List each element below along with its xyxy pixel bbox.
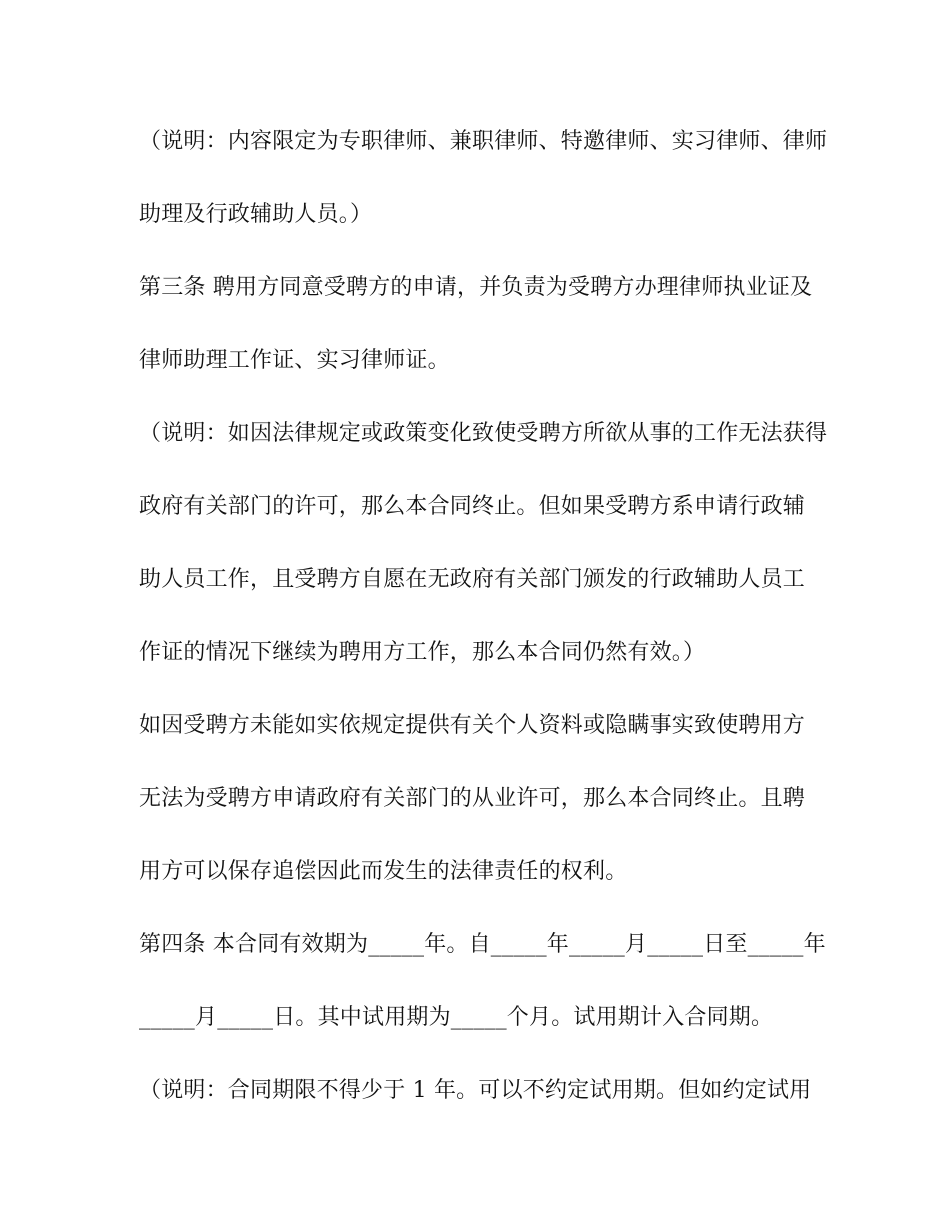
- text-line: （说明：如因法律规定或政策变化致使受聘方所欲从事的工作无法获得: [139, 421, 828, 446]
- text-line: 第三条 聘用方同意受聘方的申请，并负责为受聘方办理律师执业证及: [139, 275, 813, 300]
- text-line: 用方可以保存追偿因此而发生的法律责任的权利。: [139, 859, 628, 884]
- text-line: 如因受聘方未能如实依规定提供有关个人资料或隐瞒事实致使聘用方: [139, 713, 806, 738]
- text-line: 助人员工作，且受聘方自愿在无政府有关部门颁发的行政辅助人员工: [139, 567, 806, 592]
- text-line: （说明：合同期限不得少于 1 年。可以不约定试用期。但如约定试用: [139, 1078, 812, 1103]
- text-line: 助理及行政辅助人员。）: [139, 202, 373, 227]
- text-line: 第四条 本合同有效期为_____年。自_____年_____月_____日至_____年: [139, 932, 826, 957]
- text-line: （说明：内容限定为专职律师、兼职律师、特邀律师、实习律师、律师: [139, 129, 828, 154]
- text-line: 作证的情况下继续为聘用方工作，那么本合同仍然有效。）: [139, 640, 706, 665]
- text-line: 政府有关部门的许可，那么本合同终止。但如果受聘方系申请行政辅: [139, 494, 806, 519]
- text-line: 律师助理工作证、实习律师证。: [139, 348, 450, 373]
- text-line: 无法为受聘方申请政府有关部门的从业许可，那么本合同终止。且聘: [139, 786, 806, 811]
- text-line: _____月_____日。其中试用期为_____个月。试用期计入合同期。: [139, 1005, 774, 1030]
